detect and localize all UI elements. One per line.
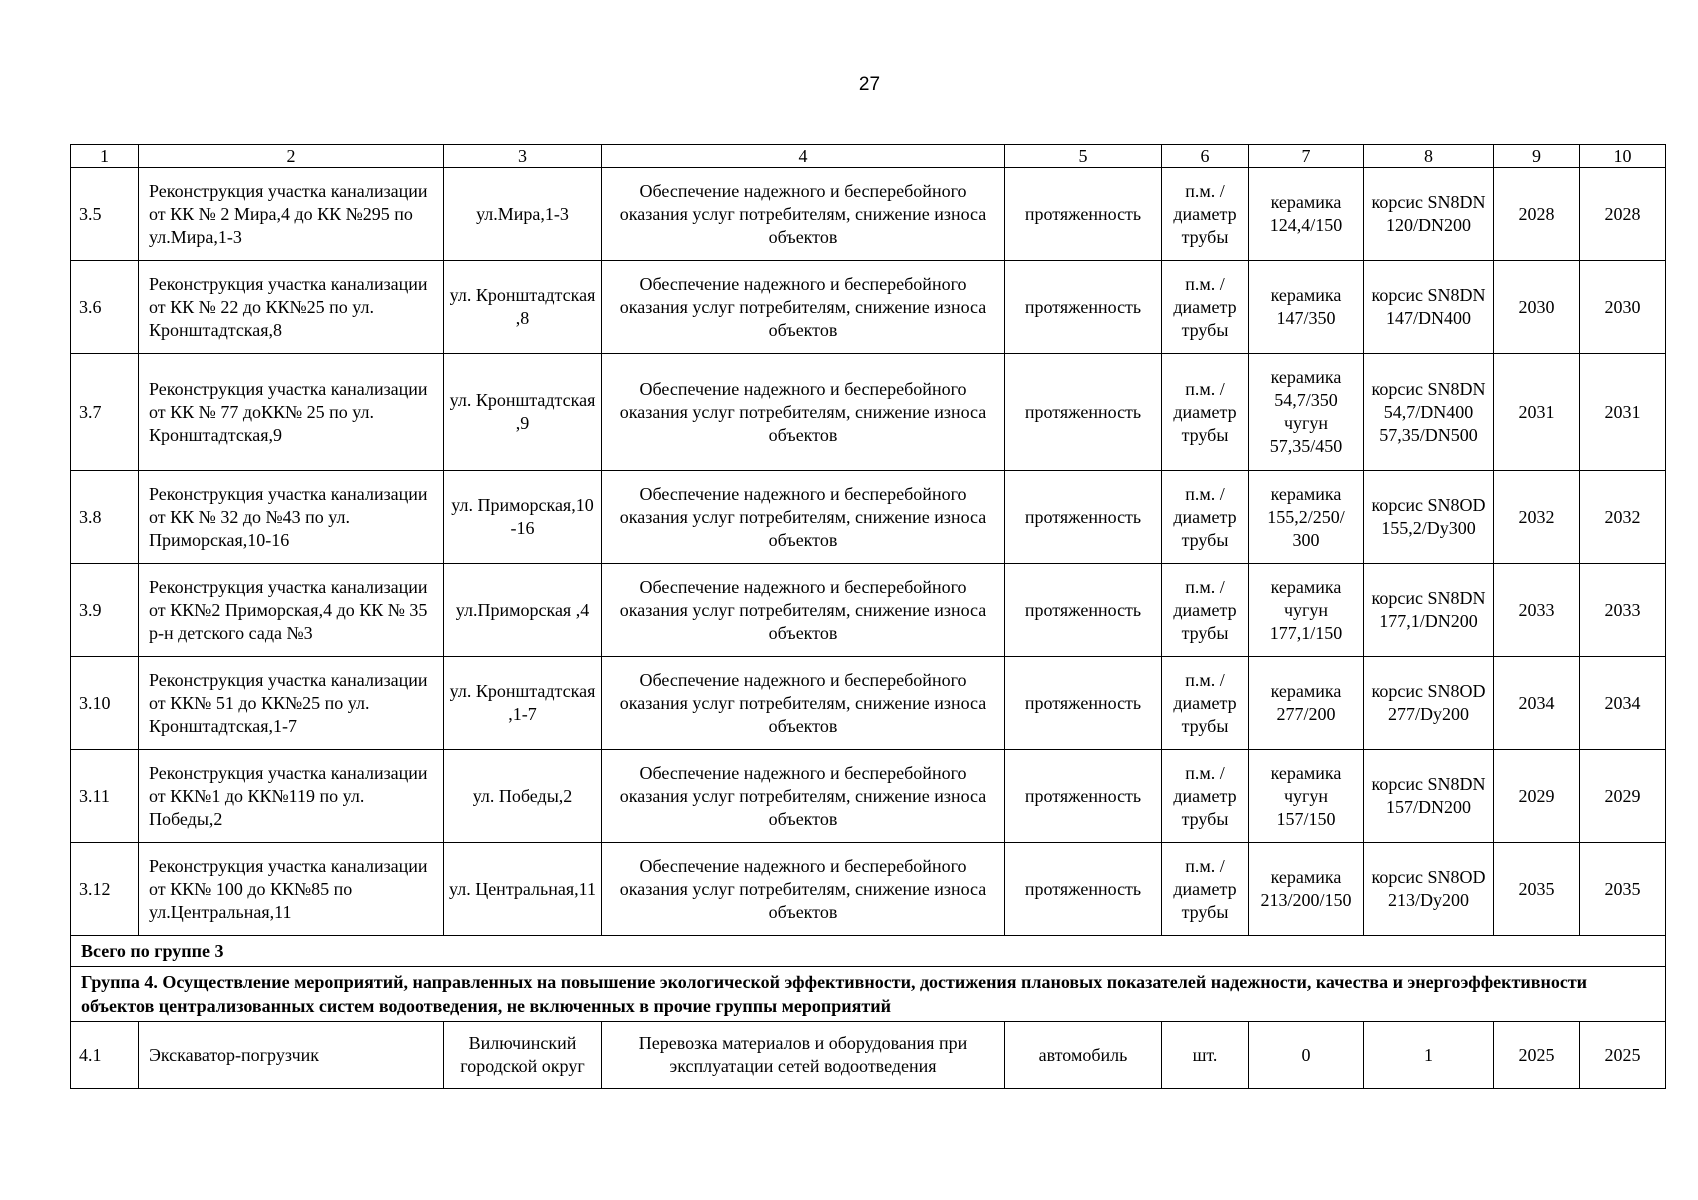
measure-unit: п.м. / диаметр трубы: [1162, 354, 1249, 471]
measure-number: 3.5: [71, 168, 139, 261]
value-before: керамика 124,4/150: [1249, 168, 1364, 261]
column-number: 4: [602, 145, 1005, 168]
measure-number: 3.6: [71, 261, 139, 354]
measure-name: Реконструкция участка канализации от КК № 32 до №43 по ул. Приморская,10-16: [139, 471, 444, 564]
measure-name: Реконструкция участка канализации от КК№2 Приморская,4 до КК № 35 р-н детского сада №3: [139, 564, 444, 657]
value-before: керамика 155,2/250/ 300: [1249, 471, 1364, 564]
value-after: корсис SN8DN 157/DN200: [1364, 750, 1494, 843]
value-before: керамика 213/200/150: [1249, 843, 1364, 936]
measure-name: Реконструкция участка канализации от КК№ 100 до КК№85 по ул.Центральная,11: [139, 843, 444, 936]
value-before: керамика чугун 177,1/150: [1249, 564, 1364, 657]
measure-name: Реконструкция участка канализации от КК № 77 доКК№ 25 по ул. Кронштадтская,9: [139, 354, 444, 471]
column-number: 1: [71, 145, 139, 168]
measure-name: Реконструкция участка канализации от КК№1 до КК№119 по ул. Победы,2: [139, 750, 444, 843]
year-end: 2030: [1580, 261, 1666, 354]
measure-indicator: автомобиль: [1005, 1022, 1162, 1089]
value-after: 1: [1364, 1022, 1494, 1089]
column-number: 6: [1162, 145, 1249, 168]
measure-location: ул. Победы,2: [444, 750, 602, 843]
measure-location: ул.Приморская ,4: [444, 564, 602, 657]
value-before: керамика 147/350: [1249, 261, 1364, 354]
measure-location: ул. Кронштадтская ,1-7: [444, 657, 602, 750]
year-end: 2034: [1580, 657, 1666, 750]
year-end: 2029: [1580, 750, 1666, 843]
table-row: [71, 564, 1666, 657]
measure-purpose: Обеспечение надежного и бесперебойного оказания услуг потребителям, снижение износа объектов: [602, 564, 1005, 657]
measure-number: 3.10: [71, 657, 139, 750]
value-before: керамика чугун 157/150: [1249, 750, 1364, 843]
group-heading-row: [71, 967, 1666, 1022]
group-heading: Группа 4. Осуществление мероприятий, направленных на повышение экологической эффективности, достижения плановых показателей надежности, качества и энергоэффективности объектов централизованных систем водоотведения, не включенных в прочие группы мероприятий: [71, 967, 1666, 1022]
measure-purpose: Обеспечение надежного и бесперебойного оказания услуг потребителям, снижение износа объектов: [602, 471, 1005, 564]
measure-unit: п.м. / диаметр трубы: [1162, 564, 1249, 657]
year-start: 2033: [1494, 564, 1580, 657]
measure-name: Экскаватор-погрузчик: [139, 1022, 444, 1089]
measure-number: 3.8: [71, 471, 139, 564]
measure-number: 3.12: [71, 843, 139, 936]
column-number: 8: [1364, 145, 1494, 168]
measure-name: Реконструкция участка канализации от КК № 22 до КК№25 по ул. Кронштадтская,8: [139, 261, 444, 354]
measure-indicator: протяженность: [1005, 843, 1162, 936]
measure-unit: шт.: [1162, 1022, 1249, 1089]
measure-number: 4.1: [71, 1022, 139, 1089]
measures-table: [70, 144, 1666, 1089]
measure-number: 3.7: [71, 354, 139, 471]
measure-name: Реконструкция участка канализации от КК № 2 Мира,4 до КК №295 по ул.Мира,1-3: [139, 168, 444, 261]
measure-purpose: Обеспечение надежного и бесперебойного оказания услуг потребителям, снижение износа объектов: [602, 168, 1005, 261]
group-total-label: Всего по группе 3: [71, 936, 1666, 967]
measure-indicator: протяженность: [1005, 354, 1162, 471]
measure-indicator: протяженность: [1005, 168, 1162, 261]
value-after: корсис SN8DN 54,7/DN400 57,35/DN500: [1364, 354, 1494, 471]
table-row: [71, 843, 1666, 936]
column-number: 10: [1580, 145, 1666, 168]
year-end: 2028: [1580, 168, 1666, 261]
year-end: 2025: [1580, 1022, 1666, 1089]
measure-name: Реконструкция участка канализации от КК№ 51 до КК№25 по ул. Кронштадтская,1-7: [139, 657, 444, 750]
measure-purpose: Обеспечение надежного и бесперебойного оказания услуг потребителям, снижение износа объектов: [602, 657, 1005, 750]
measure-number: 3.11: [71, 750, 139, 843]
year-start: 2030: [1494, 261, 1580, 354]
table-row: [71, 1022, 1666, 1089]
measure-purpose: Обеспечение надежного и бесперебойного оказания услуг потребителям, снижение износа объектов: [602, 843, 1005, 936]
measure-location: ул.Мира,1-3: [444, 168, 602, 261]
measure-unit: п.м. / диаметр трубы: [1162, 261, 1249, 354]
measure-indicator: протяженность: [1005, 657, 1162, 750]
measure-unit: п.м. / диаметр трубы: [1162, 168, 1249, 261]
measure-purpose: Обеспечение надежного и бесперебойного оказания услуг потребителям, снижение износа объектов: [602, 261, 1005, 354]
measure-unit: п.м. / диаметр трубы: [1162, 750, 1249, 843]
group-total-row: [71, 936, 1666, 967]
measure-purpose: Обеспечение надежного и бесперебойного оказания услуг потребителям, снижение износа объектов: [602, 354, 1005, 471]
measure-location: ул. Центральная,11: [444, 843, 602, 936]
measure-location: ул. Приморская,10 -16: [444, 471, 602, 564]
measure-indicator: протяженность: [1005, 750, 1162, 843]
year-end: 2031: [1580, 354, 1666, 471]
year-start: 2035: [1494, 843, 1580, 936]
value-after: корсис SN8DN 120/DN200: [1364, 168, 1494, 261]
year-start: 2034: [1494, 657, 1580, 750]
measure-number: 3.9: [71, 564, 139, 657]
value-after: корсис SN8DN 177,1/DN200: [1364, 564, 1494, 657]
measure-indicator: протяженность: [1005, 471, 1162, 564]
value-after: корсис SN8OD 277/Dy200: [1364, 657, 1494, 750]
value-after: корсис SN8OD 213/Dy200: [1364, 843, 1494, 936]
measure-unit: п.м. / диаметр трубы: [1162, 471, 1249, 564]
year-end: 2033: [1580, 564, 1666, 657]
measure-location: ул. Кронштадтская ,8: [444, 261, 602, 354]
year-start: 2032: [1494, 471, 1580, 564]
page-number: 27: [858, 74, 881, 95]
measure-purpose: Обеспечение надежного и бесперебойного оказания услуг потребителям, снижение износа объектов: [602, 750, 1005, 843]
year-start: 2025: [1494, 1022, 1580, 1089]
value-before: керамика 277/200: [1249, 657, 1364, 750]
year-start: 2029: [1494, 750, 1580, 843]
table-row: [71, 657, 1666, 750]
measure-unit: п.м. / диаметр трубы: [1162, 843, 1249, 936]
table-row: [71, 354, 1666, 471]
column-number: 5: [1005, 145, 1162, 168]
table-row: [71, 168, 1666, 261]
measure-purpose: Перевозка материалов и оборудования при эксплуатации сетей водоотведения: [602, 1022, 1005, 1089]
table-row: [71, 471, 1666, 564]
value-after: корсис SN8OD 155,2/Dy300: [1364, 471, 1494, 564]
year-start: 2028: [1494, 168, 1580, 261]
year-end: 2035: [1580, 843, 1666, 936]
column-number-row: [71, 145, 1666, 168]
column-number: 3: [444, 145, 602, 168]
value-before: 0: [1249, 1022, 1364, 1089]
measure-indicator: протяженность: [1005, 564, 1162, 657]
measure-unit: п.м. / диаметр трубы: [1162, 657, 1249, 750]
column-number: 9: [1494, 145, 1580, 168]
column-number: 7: [1249, 145, 1364, 168]
measure-location: ул. Кронштадтская ,9: [444, 354, 602, 471]
value-after: корсис SN8DN 147/DN400: [1364, 261, 1494, 354]
year-end: 2032: [1580, 471, 1666, 564]
table-row: [71, 261, 1666, 354]
table-row: [71, 750, 1666, 843]
measure-location: Вилючинский городской округ: [444, 1022, 602, 1089]
column-number: 2: [139, 145, 444, 168]
year-start: 2031: [1494, 354, 1580, 471]
measure-indicator: протяженность: [1005, 261, 1162, 354]
value-before: керамика 54,7/350 чугун 57,35/450: [1249, 354, 1364, 471]
